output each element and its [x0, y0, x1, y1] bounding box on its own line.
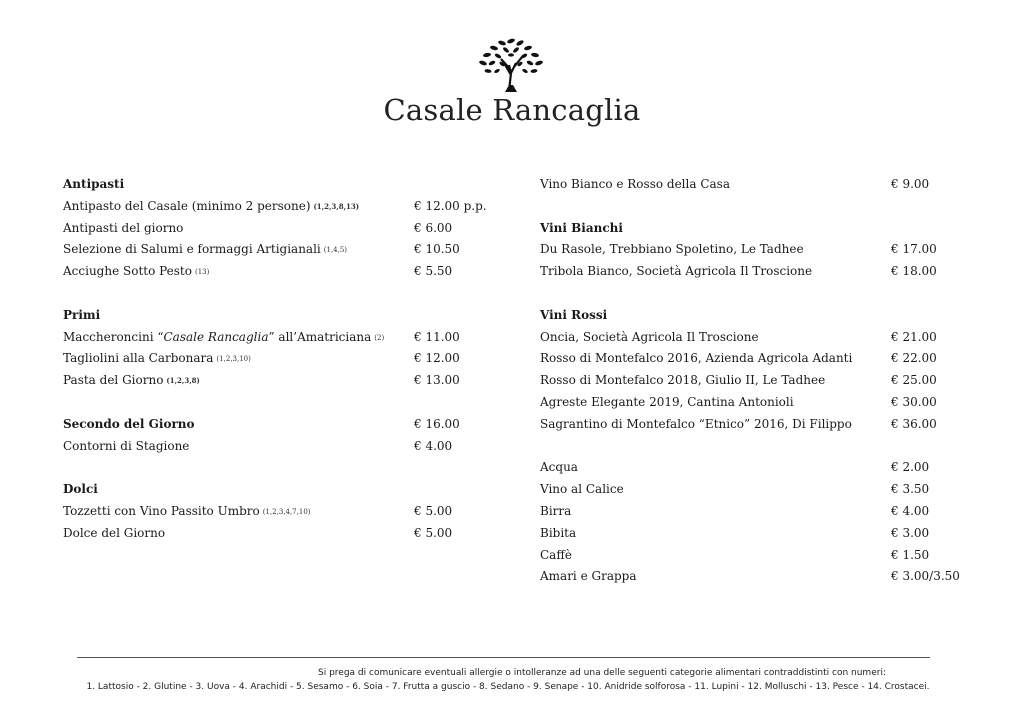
item-price: € 4.00: [414, 438, 453, 453]
spacer: [540, 196, 980, 218]
allergen-codes: (1,2,3,10): [216, 355, 251, 364]
menu-item: [540, 392, 980, 414]
item-price: € 30.00: [891, 394, 937, 409]
section-heading-antipasti: Antipasti: [63, 177, 125, 191]
item-price: € 3.50: [891, 482, 930, 497]
olive-tree-logo-icon: [476, 33, 546, 93]
menu-item: [540, 261, 980, 283]
menu-item: [63, 523, 503, 545]
item-name: Acciughe Sotto Pesto: [63, 264, 192, 279]
section-heading-vini-rossi: Vini Rossi: [540, 307, 608, 322]
section-heading-secondo: Secondo del Giorno: [63, 416, 195, 431]
allergen-codes: (1,2,3,8): [166, 376, 200, 386]
item-name: Agreste Elegante 2019, Cantina Antonioli: [540, 394, 794, 409]
allergen-codes: (2): [374, 333, 385, 342]
item-name: Birra: [540, 503, 572, 518]
section-heading-primi: Primi: [63, 307, 101, 322]
menu-item: [540, 457, 980, 479]
item-price: € 12.00 p.p.: [414, 198, 487, 213]
menu-item: [540, 174, 980, 196]
menu-item: [540, 414, 980, 436]
item-price: € 5.00: [414, 503, 453, 518]
menu-item: [63, 218, 503, 240]
item-name: Oncia, Società Agricola Il Troscione: [540, 329, 759, 344]
item-name: Vino Bianco e Rosso della Casa: [540, 177, 730, 191]
menu-item: [63, 196, 503, 218]
menu-item: [63, 370, 503, 392]
item-price: € 18.00: [891, 264, 937, 279]
item-name: Tribola Bianco, Società Agricola Il Troscione: [540, 264, 813, 279]
item-price: € 3.00: [891, 525, 930, 540]
footer-divider: [77, 657, 930, 658]
menu-item: [63, 414, 503, 436]
allergen-codes: (1,2,3,8,13): [313, 201, 360, 211]
menu-item: [63, 261, 503, 283]
allergen-codes: (1,2,3,4,7,10): [262, 507, 311, 516]
item-name: Antipasto del Casale (minimo 2 persone): [63, 198, 311, 213]
item-price: € 16.00: [414, 416, 460, 431]
menu-item: [63, 348, 503, 370]
item-name: Bibita: [540, 525, 577, 540]
item-price: € 13.00: [414, 373, 460, 388]
spacer: [540, 436, 980, 458]
item-name: Pasta del Giorno: [63, 373, 164, 388]
item-name: Rosso di Montefalco 2018, Giulio II, Le Tadhee: [540, 373, 826, 388]
item-price: € 5.00: [414, 525, 453, 540]
item-name: Tagliolini alla Carbonara: [63, 351, 214, 366]
item-name: Amari e Grappa: [540, 569, 637, 584]
allergen-legend: 1. Lattosio - 2. Glutine - 3. Uova - 4. Arachidi - 5. Sesamo - 6. Soia - 7. Frutta a guscio - 8. Sedano - 9. Senape - 10. Anidride solforosa - 11. Lupini - 12. Molluschi - 13. Pesce - 14. Crostacei.: [86, 682, 930, 692]
item-name: Contorni di Stagione: [63, 438, 190, 453]
item-name: Antipasti del giorno: [63, 220, 184, 235]
menu-item: [540, 348, 980, 370]
spacer: [540, 283, 980, 305]
item-price: € 21.00: [891, 329, 937, 344]
item-name-emphasis: Casale Rancaglia: [163, 329, 269, 344]
menu-item: [540, 479, 980, 501]
item-name: Dolce del Giorno: [63, 525, 166, 540]
allergen-codes: (13): [194, 268, 210, 277]
item-price: € 11.00: [414, 329, 460, 344]
spacer: [63, 457, 503, 479]
item-name: Caffè: [540, 547, 572, 562]
item-price: € 12.00: [414, 351, 460, 366]
item-price: € 5.50: [414, 264, 453, 279]
menu-item: [540, 566, 980, 588]
item-price: € 25.00: [891, 373, 937, 388]
menu-item: [540, 370, 980, 392]
item-price: € 17.00: [891, 242, 937, 257]
item-name: Tozzetti con Vino Passito Umbro: [63, 503, 260, 518]
spacer: [63, 283, 503, 305]
item-name: Sagrantino di Montefalco “Etnico” 2016, Di Filippo: [540, 416, 852, 431]
menu-item: [63, 501, 503, 523]
item-price: € 10.50: [414, 242, 460, 257]
item-name: Acqua: [540, 460, 578, 475]
food-menu-column: [63, 174, 503, 545]
menu-item: [540, 327, 980, 349]
item-price: € 3.00/3.50: [891, 569, 960, 584]
item-price: € 9.00: [891, 177, 930, 191]
menu-item: [63, 239, 503, 261]
menu-item: [540, 501, 980, 523]
allergen-codes: (1,4,5): [323, 246, 348, 255]
item-price: € 4.00: [891, 503, 930, 518]
item-price: € 2.00: [891, 460, 930, 475]
restaurant-name: Casale Rancaglia: [383, 93, 641, 127]
item-name: Rosso di Montefalco 2016, Azienda Agricola Adanti: [540, 351, 853, 366]
item-name-suffix: ” all’Amatriciana: [268, 329, 372, 344]
allergy-notice: Si prega di comunicare eventuali allergie o intolleranze ad una delle seguenti categorie alimentari contraddistinti con numeri:: [318, 668, 886, 678]
menu-item: [540, 523, 980, 545]
menu-item: [540, 545, 980, 567]
menu-item: [540, 239, 980, 261]
menu-item: [63, 436, 503, 458]
section-heading-dolci: Dolci: [63, 482, 98, 497]
item-price: € 1.50: [891, 547, 930, 562]
menu-item: [63, 327, 503, 349]
item-name-prefix: Maccheroncini “: [63, 329, 164, 344]
item-price: € 6.00: [414, 220, 453, 235]
item-name: Selezione di Salumi e formaggi Artigianali: [63, 242, 321, 257]
item-price: € 22.00: [891, 351, 937, 366]
item-name: Du Rasole, Trebbiano Spoletino, Le Tadhee: [540, 242, 804, 257]
section-heading-vini-bianchi: Vini Bianchi: [540, 220, 623, 235]
item-price: € 36.00: [891, 416, 937, 431]
spacer: [63, 392, 503, 414]
item-name: Vino al Calice: [540, 482, 624, 497]
drinks-menu-column: [540, 174, 980, 588]
